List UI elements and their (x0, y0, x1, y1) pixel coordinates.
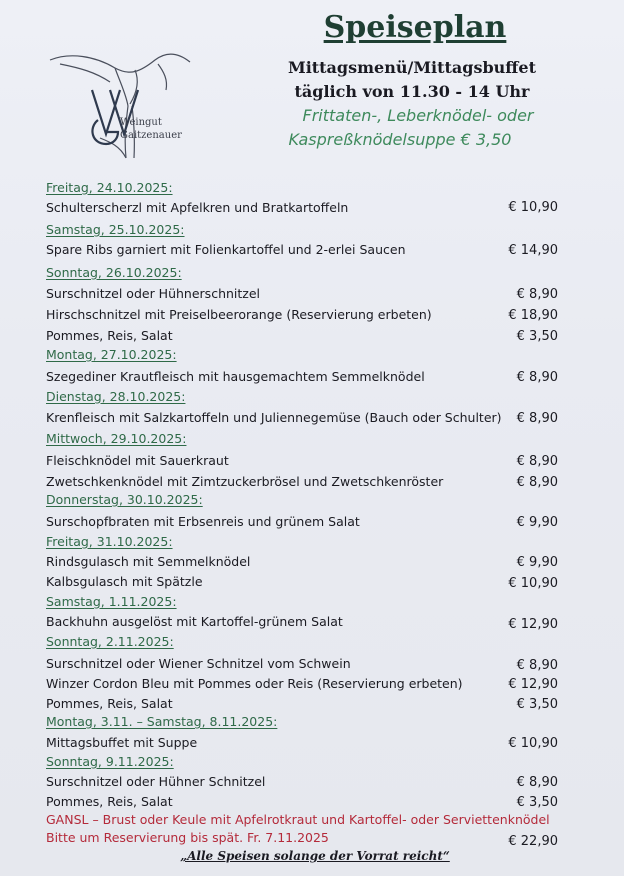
dish-name: Pommes, Reis, Salat (46, 794, 173, 809)
dish-price: € 10,90 (508, 576, 558, 591)
dish-price: € 9,90 (516, 515, 558, 530)
weingut-logo (40, 42, 230, 170)
dish-price: € 14,90 (508, 243, 558, 258)
dish-price: € 3,50 (516, 329, 558, 344)
soup-line1: Frittaten-, Leberknödel- oder (302, 106, 534, 125)
day-heading: Mittwoch, 29.10.2025: (46, 431, 187, 446)
dish-price: € 10,90 (508, 200, 558, 215)
dish-price: € 12,90 (508, 617, 558, 632)
dish-price: € 8,90 (516, 454, 558, 469)
dish-name: Pommes, Reis, Salat (46, 328, 173, 343)
dish-price: € 10,90 (508, 736, 558, 751)
day-heading: Montag, 3.11. – Samstag, 8.11.2025: (46, 714, 278, 729)
dish-name: Mittagsbuffet mit Suppe (46, 735, 198, 750)
day-heading: Dienstag, 28.10.2025: (46, 389, 186, 404)
dish-price: € 9,90 (516, 555, 558, 570)
dish-name: Kalbsgulasch mit Spätzle (46, 574, 203, 589)
dish-price: € 3,50 (516, 697, 558, 712)
dish-name: Surschopfbraten mit Erbsenreis und grünem Salat (46, 514, 360, 529)
dish-price: € 8,90 (516, 475, 558, 490)
dish-name: Krenfleisch mit Salzkartoffeln und Juliennegemüse (Bauch oder Schulter) (46, 410, 502, 425)
footer-note: „Alle Speisen solange der Vorrat reicht“ (180, 849, 450, 863)
special-offer-line: Bitte um Reservierung bis spät. Fr. 7.11.2025 (46, 830, 329, 845)
dish-price: € 22,90 (508, 834, 558, 849)
dish-name: Hirschschnitzel mit Preiselbeerorange (Reservierung erbeten) (46, 307, 432, 322)
dish-price: € 12,90 (508, 677, 558, 692)
subtitle-line2: täglich von 11.30 - 14 Uhr (294, 82, 530, 101)
soup-line2: Kaspreßknödelsuppe € 3,50 (288, 130, 512, 149)
day-heading: Sonntag, 2.11.2025: (46, 634, 174, 649)
dish-price: € 8,90 (516, 370, 558, 385)
dish-price: € 8,90 (516, 658, 558, 673)
dish-name: Pommes, Reis, Salat (46, 696, 173, 711)
day-heading: Samstag, 25.10.2025: (46, 222, 185, 237)
dish-name: Zwetschkenknödel mit Zimtzuckerbrösel und Zwetschkenröster (46, 474, 444, 489)
dish-name: Surschnitzel oder Wiener Schnitzel vom Schwein (46, 656, 351, 671)
dish-name: Fleischknödel mit Sauerkraut (46, 453, 229, 468)
dish-name: Surschnitzel oder Hühner Schnitzel (46, 774, 266, 789)
dish-price: € 18,90 (508, 308, 558, 323)
day-heading: Freitag, 31.10.2025: (46, 534, 173, 549)
dish-name: Backhuhn ausgelöst mit Kartoffel-grünem Salat (46, 614, 343, 629)
vine-logo-icon (40, 42, 230, 170)
dish-price: € 3,50 (516, 795, 558, 810)
special-offer-line: GANSL – Brust oder Keule mit Apfelrotkraut und Kartoffel- oder Serviettenknödel (46, 812, 550, 827)
day-heading: Freitag, 24.10.2025: (46, 180, 173, 195)
dish-name: Szegediner Krautfleisch mit hausgemachtem Semmelknödel (46, 369, 425, 384)
day-heading: Samstag, 1.11.2025: (46, 594, 177, 609)
dish-price: € 8,90 (516, 287, 558, 302)
day-heading: Sonntag, 9.11.2025: (46, 754, 174, 769)
dish-name: Winzer Cordon Bleu mit Pommes oder Reis (Reservierung erbeten) (46, 676, 463, 691)
page-title: Speiseplan (323, 10, 507, 45)
day-heading: Sonntag, 26.10.2025: (46, 265, 182, 280)
dish-name: Schulterscherzl mit Apfelkren und Bratkartoffeln (46, 200, 349, 215)
dish-name: Surschnitzel oder Hühnerschnitzel (46, 286, 261, 301)
subtitle-line1: Mittagsmenü/Mittagsbuffet (287, 58, 536, 77)
dish-price: € 8,90 (516, 411, 558, 426)
dish-name: Spare Ribs garniert mit Folienkartoffel und 2-erlei Saucen (46, 242, 406, 257)
logo-line2: Gaitzenauer (120, 130, 182, 141)
day-heading: Donnerstag, 30.10.2025: (46, 492, 203, 507)
dish-price: € 8,90 (516, 775, 558, 790)
dish-name: Rindsgulasch mit Semmelknödel (46, 554, 251, 569)
logo-line1: Weingut (120, 117, 162, 128)
day-heading: Montag, 27.10.2025: (46, 347, 177, 362)
